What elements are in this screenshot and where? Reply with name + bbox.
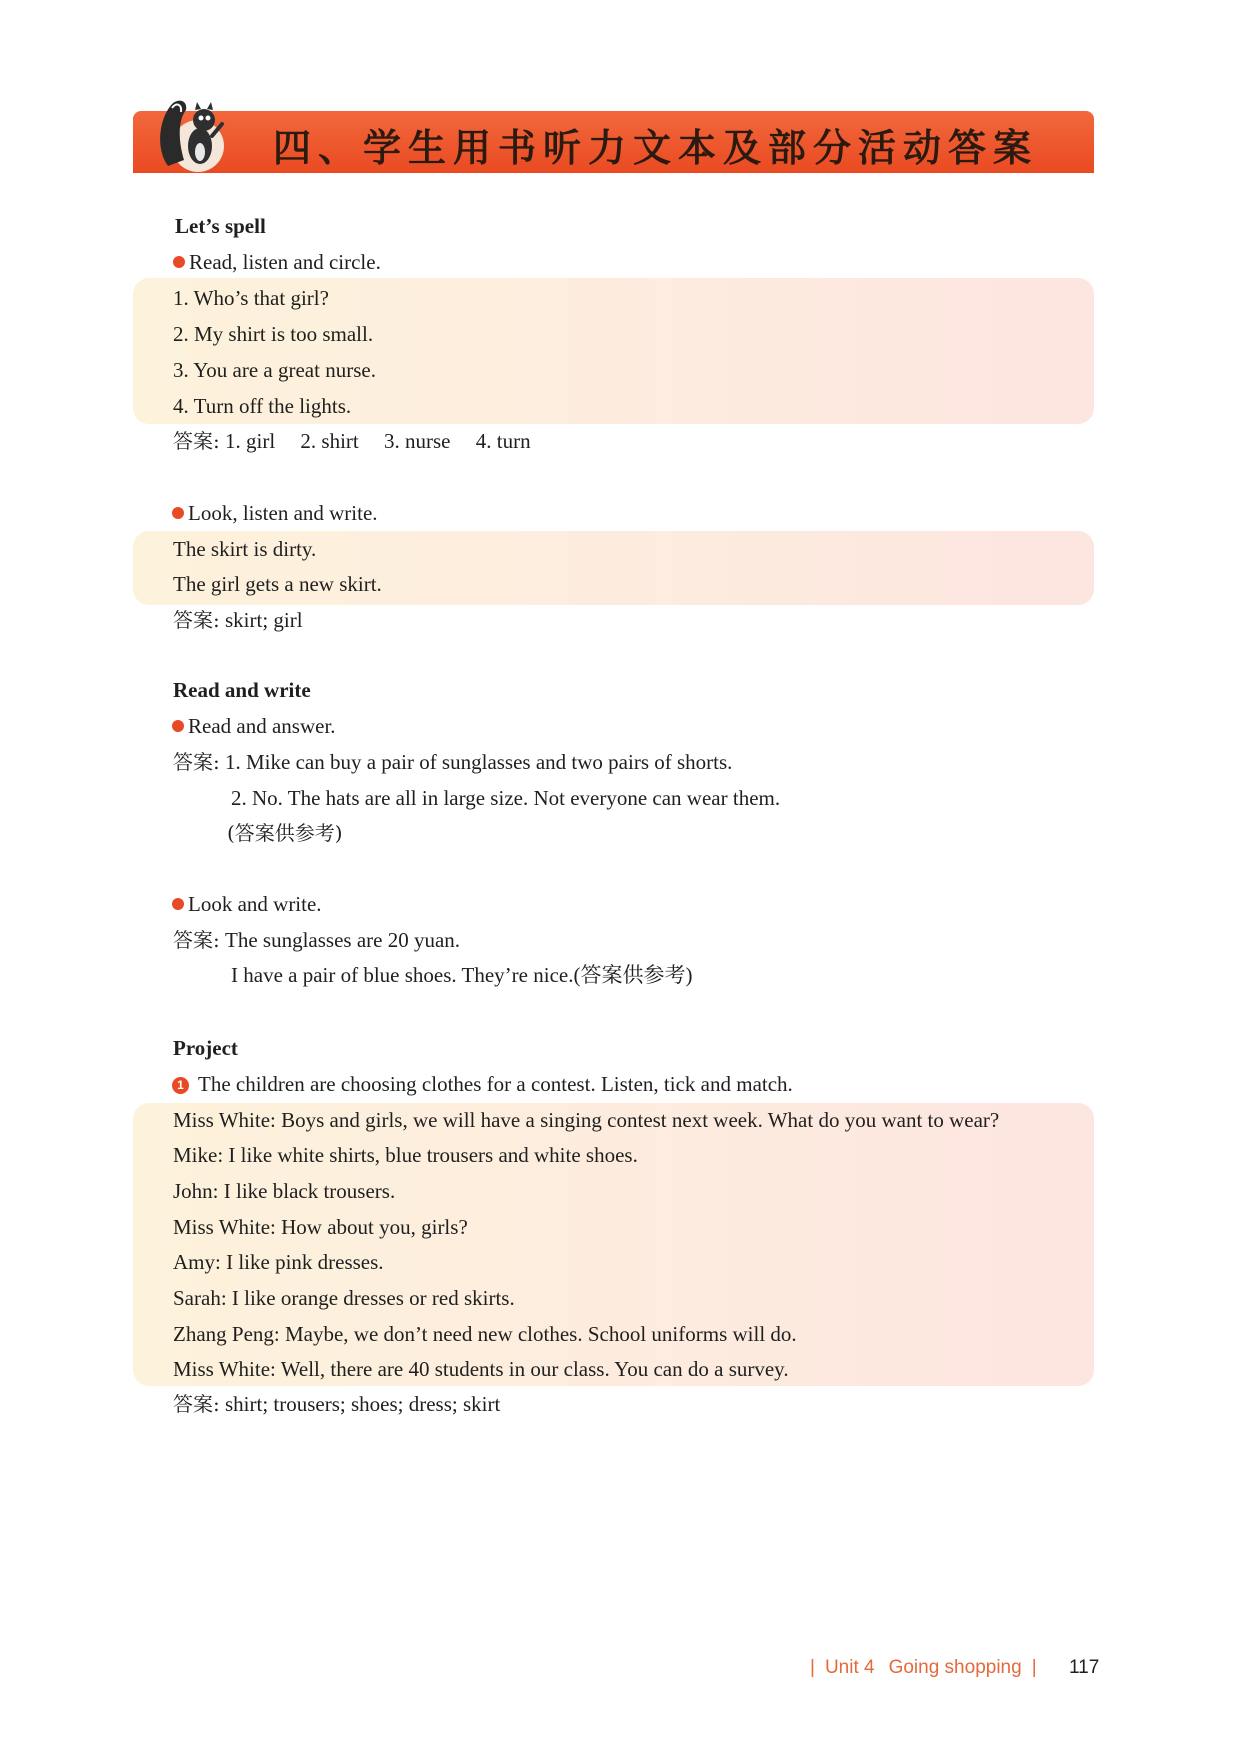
answer-label: 答案: <box>173 928 220 952</box>
instruction-look-and-write <box>172 891 322 917</box>
section-banner <box>133 111 1094 173</box>
answer-label: 答案: <box>173 429 220 453</box>
listening-line: 3. You are a great nurse. <box>173 358 376 382</box>
instruction-text: Look, listen and write. <box>188 501 378 525</box>
heading-read-and-write: Read and write <box>173 678 311 702</box>
number-1-bullet-icon: 1 <box>172 1077 189 1094</box>
instruction-read-listen-circle <box>173 249 381 275</box>
footer-unit: Unit 4 <box>824 1657 875 1678</box>
answer-line <box>173 428 551 454</box>
answer-item: 2. shirt <box>300 429 359 453</box>
answer-label: 答案: <box>173 1392 220 1416</box>
answer-line <box>173 927 460 953</box>
footer-divider: | <box>1031 1657 1037 1678</box>
answer-text: The sunglasses are 20 yuan. <box>225 928 461 952</box>
answer-item: 3. nurse <box>384 429 451 453</box>
dialogue-line: Mike: I like white shirts, blue trousers and white shoes. <box>173 1143 638 1167</box>
dialogue-line: Sarah: I like orange dresses or red skirts. <box>173 1286 515 1310</box>
answer-label: 答案: <box>173 750 220 774</box>
instruction-project <box>172 1071 793 1097</box>
page-footer <box>800 1657 1047 1679</box>
dialogue-line: Miss White: Boys and girls, we will have a singing contest next week. What do you want to wear? <box>173 1108 1000 1132</box>
listening-line: 2. My shirt is too small. <box>173 322 374 346</box>
red-dot-bullet-icon <box>173 256 185 268</box>
squirrel-mascot-icon <box>148 90 234 176</box>
answer-text: skirt; girl <box>225 608 303 632</box>
page-number: 117 <box>1069 1657 1100 1678</box>
heading-project: Project <box>173 1036 238 1060</box>
section-title: 四、学生用书听力文本及部分活动答案 <box>273 125 1039 170</box>
answer-line <box>173 749 732 775</box>
listening-line: 4. Turn off the lights. <box>173 394 352 418</box>
answer-label: 答案: <box>173 608 220 632</box>
red-dot-bullet-icon <box>172 720 184 732</box>
answer-text: shirt; trousers; shoes; dress; skirt <box>225 1392 501 1416</box>
red-dot-bullet-icon <box>172 507 184 519</box>
answer-text: 1. Mike can buy a pair of sunglasses and two pairs of shorts. <box>225 750 733 774</box>
red-dot-bullet-icon <box>172 898 184 910</box>
dialogue-line: Miss White: Well, there are 40 students in our class. You can do a survey. <box>173 1357 789 1381</box>
heading-lets-spell: Let’s spell <box>175 214 266 238</box>
dialogue-line: Zhang Peng: Maybe, we don’t need new clothes. School uniforms will do. <box>173 1322 797 1346</box>
answer-item: 4. turn <box>475 429 531 453</box>
instruction-text: Read, listen and circle. <box>189 250 381 274</box>
dialogue-line: John: I like black trousers. <box>173 1179 396 1203</box>
dialogue-line: Miss White: How about you, girls? <box>173 1215 468 1239</box>
listening-line: 1. Who’s that girl? <box>173 286 329 310</box>
answer-text: 2. No. The hats are all in large size. Not everyone can wear them. <box>231 786 781 810</box>
listening-line: The girl gets a new skirt. <box>173 572 382 596</box>
footer-unit-title: Going shopping <box>888 1657 1022 1678</box>
answer-text: I have a pair of blue shoes. They’re nice.(答案供参考) <box>231 963 693 987</box>
answer-item: 1. girl <box>225 429 276 453</box>
answer-line <box>173 1391 500 1417</box>
instruction-look-listen-write <box>172 500 378 526</box>
listening-line: The skirt is dirty. <box>173 537 317 561</box>
answer-line <box>173 607 303 633</box>
instruction-text: Look and write. <box>188 892 322 916</box>
answer-note: (答案供参考) <box>227 821 343 845</box>
instruction-text: Read and answer. <box>188 714 336 738</box>
instruction-read-and-answer <box>172 713 336 739</box>
footer-divider: | <box>810 1657 815 1678</box>
dialogue-line: Amy: I like pink dresses. <box>173 1250 384 1274</box>
instruction-text: The children are choosing clothes for a contest. Listen, tick and match. <box>198 1072 793 1096</box>
